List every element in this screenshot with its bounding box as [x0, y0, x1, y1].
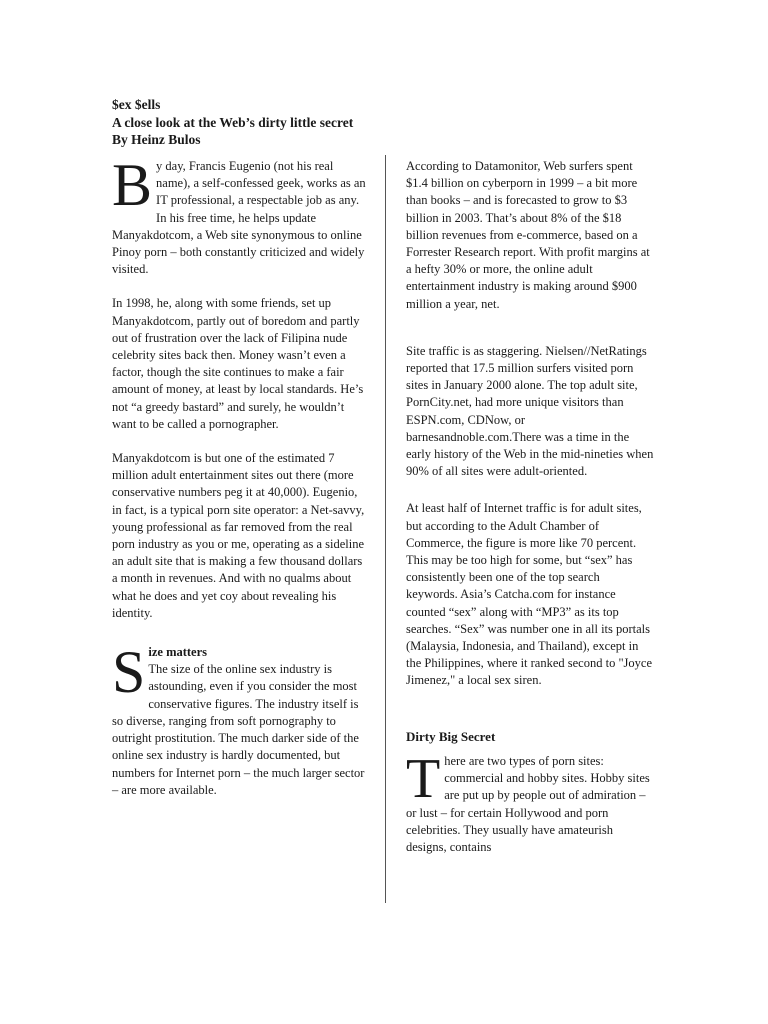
drop-cap: S — [112, 639, 146, 706]
paragraph — [406, 747, 654, 856]
paragraph: According to Datamonitor, Web surfers spent $1.4 billion on cyberporn in 1999 – a bit more than books – and is forecasted to grow to $3 billion in 2003. That’s about 8% of the $18 billion revenues from e-commerce, based on a Forrester Research report. With profit margins at a hefty 30% or more, the online adult entertainment industry is making around $900 million a year, net. — [406, 159, 650, 311]
column-divider — [385, 155, 386, 903]
paragraph-text: y day, Francis Eugenio (not his real name), a self-confessed geek, works as an IT professional, a respectable job as any. In his free time, he helps update Manyakdotcom, a Web site synonymous to online Pinoy porn – both constantly criticized and widely visited. — [112, 159, 366, 277]
paragraph-text: The size of the online sex industry is astounding, even if you consider the most conservative figures. The industry itself is so diverse, ranging from soft pornography to outright prostitution. The much darker side of the online sex industry is hardly documented, but numbers for Internet porn – the much larger sector – are more available. — [112, 662, 365, 797]
paragraph: Site traffic is as staggering. Nielsen//NetRatings reported that 17.5 million surfers visited porn sites in January 2000 alone. The top adult site, PornCity.net, had more unique visitors than ESPN.com, CDNow, or barnesandnoble.com.There was a time in the early history of the Web in the mid-nineties when 90% of all sites were adult-oriented. — [406, 343, 654, 479]
article-title: A close look at the Web’s dirty little secret — [112, 114, 354, 130]
drop-cap: B — [112, 152, 153, 218]
paragraph: At least half of Internet traffic is for adult sites, but according to the Adult Chamber of Commerce, the figure is more like 70 percent. This may be too high for some, but “sex” has consistently been one of the top search keywords. Asia’s Catcha.com for instance counted “sex” along with “MP3” as its top searches. “Sex” was number one in all its portals (Malaysia, Indonesia, and Thailand), except in the Philippines, where it ranked second to "Joyce Jimenez," a local sex siren. — [406, 501, 653, 688]
paragraph — [112, 639, 366, 799]
article-kicker: $ex $ells — [112, 97, 161, 112]
left-column — [112, 152, 366, 816]
paragraph: In 1998, he, along with some friends, set up Manyakdotcom, partly out of boredom and partly out of frustration over the lack of Filipina nude celebrity sites back then. Money wasn’t even a factor, though the site continues to make a fair amount of money, at least by local standards. He’s not “a greedy bastard” and surely, he wouldn’t want to be called a pornographer. — [112, 296, 364, 431]
section-subhead: ize matters — [148, 645, 208, 660]
paragraph — [112, 152, 366, 278]
paragraph: Manyakdotcom is but one of the estimated 7 million adult entertainment sites out there (more conservative numbers peg it at 40,000). Eugenio, in fact, is a typical porn site operator: a Net-savvy, young professional as far removed from the real porn industry as you or me, operating as a sideline an adult site that is making a few thousand dollars a month in revenues. And with no qualms about what he does and yet coy about revealing his identity. — [112, 451, 365, 620]
article-header — [112, 96, 412, 149]
article-byline: By Heinz Bulos — [112, 132, 201, 147]
drop-cap: T — [406, 747, 441, 810]
paragraph-text: here are two types of porn sites: commercial and hobby sites. Hobby sites are put up by people out of admiration – or lust – for certain Hollywood and porn celebrities. They usually have amateurish designs, contains — [406, 753, 650, 854]
right-column — [406, 158, 654, 873]
section-heading: Dirty Big Secret — [406, 728, 496, 744]
